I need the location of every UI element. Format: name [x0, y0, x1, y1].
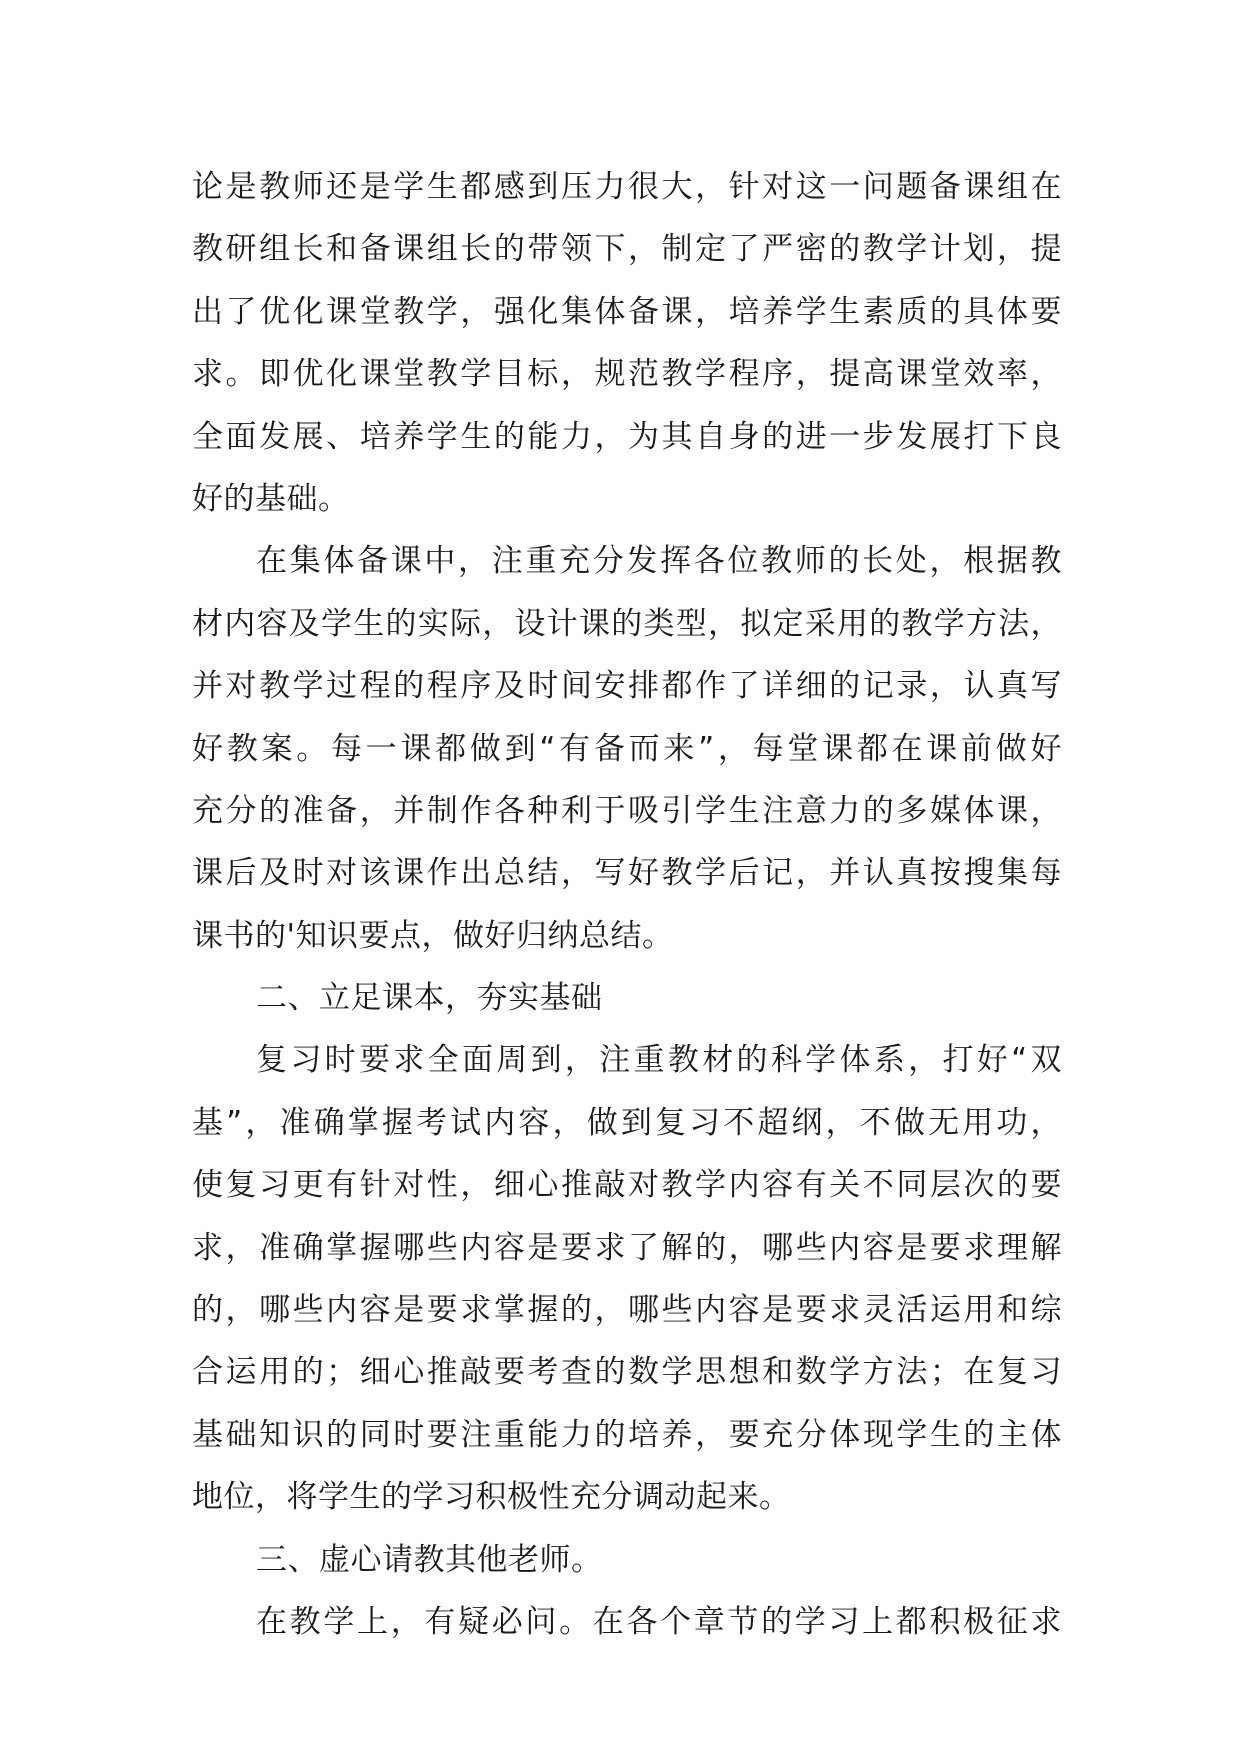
text-line: 合运用的；细心推敲要考查的数学思想和数学方法；在复习 — [192, 1354, 1062, 1391]
text-line: 求。即优化课堂教学目标，规范教学程序，提高课堂效率， — [192, 356, 1062, 393]
text-line: 地位，将学生的学习积极性充分调动起来。 — [192, 1479, 791, 1516]
text-line: 教研组长和备课组长的带领下，制定了严密的教学计划，提 — [192, 231, 1062, 268]
text-line: 全面发展、培养学生的能力，为其自身的进一步发展打下良 — [192, 418, 1062, 455]
text-line: 好教案。每一课都做到“有备而来”，每堂课都在课前做好 — [192, 730, 1062, 767]
text-line: 并对教学过程的程序及时间安排都作了详细的记录，认真写 — [192, 668, 1062, 705]
document-body — [192, 156, 1062, 1653]
text-line: 在教学上，有疑必问。在各个章节的学习上都积极征求 — [256, 1603, 1062, 1640]
text-line: 复习时要求全面周到，注重教材的科学体系，打好“双 — [256, 1042, 1062, 1079]
text-line: 使复习更有针对性，细心推敲对教学内容有关不同层次的要 — [192, 1167, 1062, 1204]
text-line: 的，哪些内容是要求掌握的，哪些内容是要求灵活运用和综 — [192, 1292, 1062, 1329]
text-line: 基”，准确掌握考试内容，做到复习不超纲，不做无用功， — [192, 1104, 1062, 1141]
text-line: 出了优化课堂教学，强化集体备课，培养学生素质的具体要 — [192, 293, 1062, 330]
text-line: 课书的'知识要点，做好归纳总结。 — [192, 917, 674, 954]
text-line: 好的基础。 — [192, 480, 350, 517]
text-line: 材内容及学生的实际，设计课的类型，拟定采用的教学方法， — [192, 605, 1062, 642]
text-line: 课后及时对该课作出总结，写好教学后记，并认真按搜集每 — [192, 855, 1062, 892]
text-line: 充分的准备，并制作各种利于吸引学生注意力的多媒体课， — [192, 792, 1062, 829]
text-line: 基础知识的同时要注重能力的培养，要充分体现学生的主体 — [192, 1416, 1062, 1453]
section-heading: 二、立足课本，夯实基础 — [256, 980, 603, 1017]
text-line: 在集体备课中，注重充分发挥各位教师的长处，根据教 — [256, 543, 1062, 580]
text-line: 求，准确掌握哪些内容是要求了解的，哪些内容是要求理解 — [192, 1229, 1062, 1266]
text-line: 论是教师还是学生都感到压力很大，针对这一问题备课组在 — [192, 169, 1062, 205]
section-heading: 三、虚心请教其他老师。 — [256, 1541, 603, 1578]
